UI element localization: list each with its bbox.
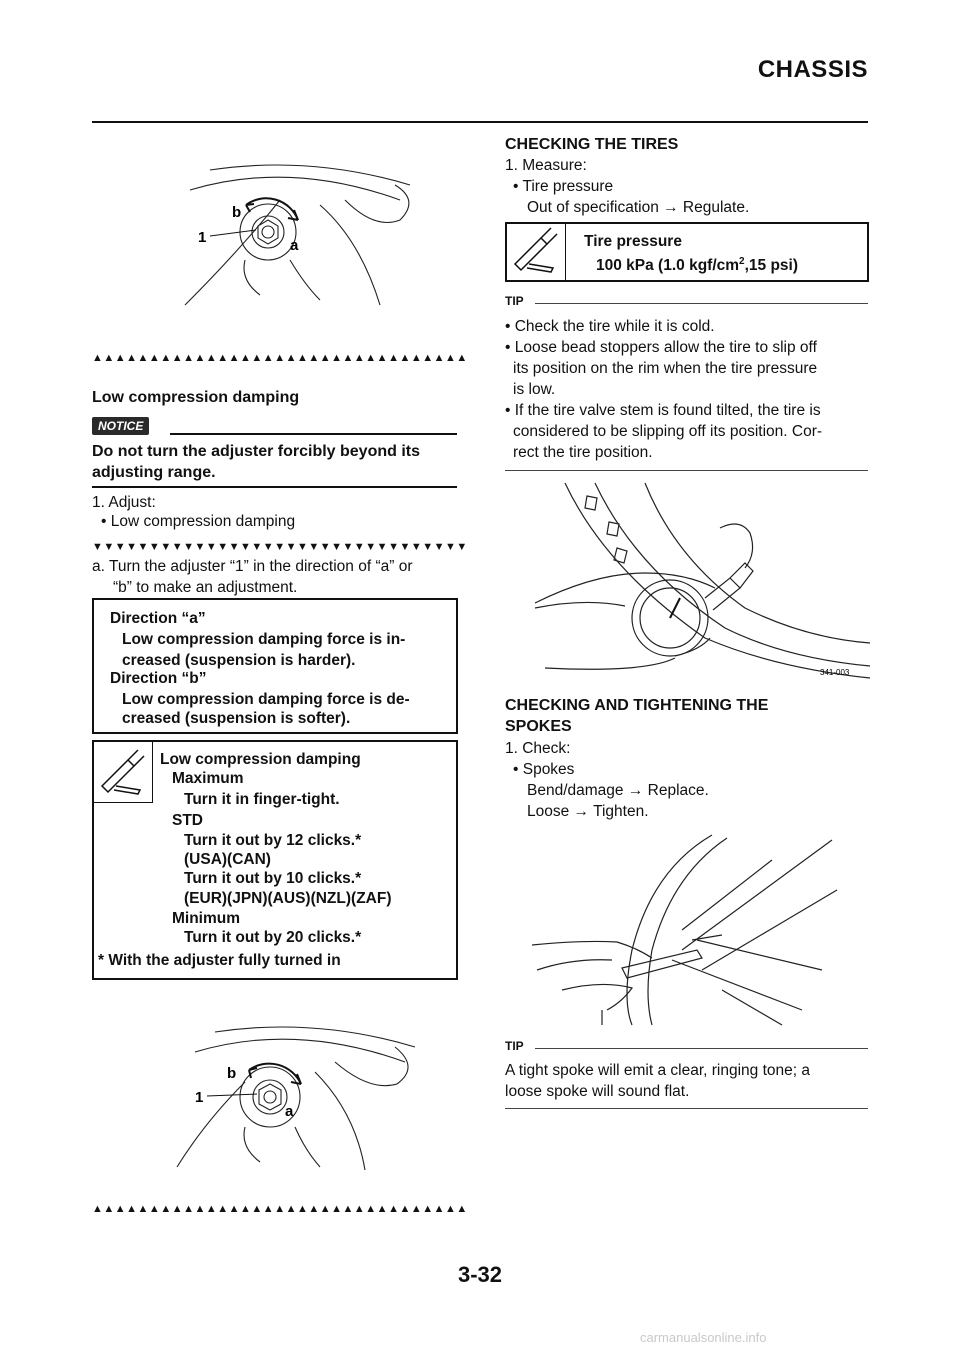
adjuster-figure-2 <box>165 1022 425 1172</box>
step-adjust-item: • Low compression damping <box>101 513 296 530</box>
tip1-line-2: • Loose bead stoppers allow the tire to slip off <box>505 339 817 356</box>
tire-pressure-value <box>596 251 798 276</box>
tip1-line-7: rect the tire position. <box>513 444 653 461</box>
spec-icon-frame <box>94 742 153 803</box>
page-title: CHASSIS <box>757 56 868 83</box>
tip1-line-4: is low. <box>513 381 556 398</box>
fig1-label-a: a <box>290 237 299 254</box>
section-heading-low-compression: Low compression damping <box>92 389 300 406</box>
spec-title: Low compression damping <box>160 751 361 768</box>
notice-rule-bottom <box>92 486 457 488</box>
item-spokes-note-2: Loose → Tighten. <box>527 803 649 820</box>
fig2-label-1: 1 <box>195 1089 204 1106</box>
triangle-row-up: ▲▲▲▲▲▲▲▲▲▲▲▲▲▲▲▲▲▲▲▲▲▲▲▲▲▲▲▲▲▲▲▲▲ <box>92 352 468 364</box>
adjuster-figure-1 <box>170 160 420 310</box>
tire-pressure-value-main: 100 kPa (1.0 kgf/cm <box>596 257 740 275</box>
tire-gauge-figure <box>525 478 880 683</box>
spec-box-tire-pressure <box>505 222 869 282</box>
tire-fig-code: 341-003 <box>820 668 850 677</box>
tip-rule-1 <box>535 303 868 304</box>
spec-std-value-1: Turn it out by 12 clicks.* <box>184 832 362 849</box>
direction-b-label: Direction “b” <box>110 670 207 687</box>
section-heading-spokes-line-1: CHECKING AND TIGHTENING THE <box>505 697 769 714</box>
tip-rule-2-bottom <box>505 1108 868 1109</box>
section-heading-spokes-line-2: SPOKES <box>505 718 572 735</box>
step-adjust: 1. Adjust: <box>92 494 156 511</box>
tip-label-2: TIP <box>505 1039 524 1053</box>
fig2-label-b: b <box>227 1065 237 1082</box>
tip1-line-3: its position on the rim when the tire pressure <box>513 360 818 377</box>
notice-text-line-2: adjusting range. <box>92 464 216 481</box>
tire-pressure-value-sup: 2 <box>739 256 745 267</box>
direction-a-text-1: Low compression damping force is in- <box>122 631 406 648</box>
page-number: 3-32 <box>457 1262 503 1287</box>
tip1-line-6: considered to be slipping off its position. Cor- <box>513 423 823 440</box>
direction-b-text-2: creased (suspension is softer). <box>122 710 351 727</box>
spec-std-value-4: (EUR)(JPN)(AUS)(NZL)(ZAF) <box>184 890 392 907</box>
watermark: carmanualsonline.info <box>640 1330 767 1345</box>
step-check: 1. Check: <box>505 740 571 757</box>
spec-box-low-compression <box>92 740 458 980</box>
spec-std-label: STD <box>172 812 203 829</box>
notice-badge: NOTICE <box>92 417 149 435</box>
section-heading-tires: CHECKING THE TIRES <box>505 136 679 153</box>
direction-b-text-1: Low compression damping force is de- <box>122 691 410 708</box>
fig1-label-1: 1 <box>198 229 207 246</box>
tip-rule-1-bottom <box>505 470 868 471</box>
item-tire-pressure: • Tire pressure <box>513 178 614 195</box>
direction-box <box>92 598 458 734</box>
triangle-row-up-2: ▲▲▲▲▲▲▲▲▲▲▲▲▲▲▲▲▲▲▲▲▲▲▲▲▲▲▲▲▲▲▲▲▲ <box>92 1203 468 1215</box>
tip1-line-1: • Check the tire while it is cold. <box>505 318 715 335</box>
triangle-row-down: ▼▼▼▼▼▼▼▼▼▼▼▼▼▼▼▼▼▼▼▼▼▼▼▼▼▼▼▼▼▼▼▼▼ <box>92 541 468 553</box>
step-measure: 1. Measure: <box>505 157 587 174</box>
fig1-label-b: b <box>232 204 242 221</box>
direction-a-text-2: creased (suspension is harder). <box>122 652 356 669</box>
wrench-icon <box>507 224 565 280</box>
wrench-icon <box>94 742 152 802</box>
tip2-line-1: A tight spoke will emit a clear, ringing tone; a <box>505 1062 810 1079</box>
spec-std-value-3: Turn it out by 10 clicks.* <box>184 870 362 887</box>
item-tire-pressure-note: Out of specification → Regulate. <box>527 199 750 216</box>
spec-max-value: Turn it in finger-tight. <box>184 791 340 808</box>
direction-a-label: Direction “a” <box>110 610 206 627</box>
item-spokes: • Spokes <box>513 761 575 778</box>
tip2-line-2: loose spoke will sound flat. <box>505 1083 690 1100</box>
tip-label-1: TIP <box>505 294 524 308</box>
spec-max-label: Maximum <box>172 770 244 787</box>
substep-a-line-2: “b” to make an adjustment. <box>113 579 298 596</box>
substep-a-line-1: a. Turn the adjuster “1” in the direction of “a” or <box>92 558 413 575</box>
spec-icon-frame-tire <box>507 224 566 280</box>
spoke-wrench-figure <box>522 830 842 1030</box>
tip1-line-5: • If the tire valve stem is found tilted, the tire is <box>505 402 821 419</box>
spec-min-value: Turn it out by 20 clicks.* <box>184 929 362 946</box>
notice-text-line-1: Do not turn the adjuster forcibly beyond its <box>92 443 421 460</box>
header-rule <box>92 121 868 123</box>
spec-footnote: * With the adjuster fully turned in <box>98 952 341 969</box>
fig2-label-a: a <box>285 1103 294 1120</box>
tire-pressure-value-unit: ,15 psi) <box>744 257 799 275</box>
spec-min-label: Minimum <box>172 910 241 927</box>
spec-std-value-2: (USA)(CAN) <box>184 851 271 868</box>
tip-rule-2 <box>535 1048 868 1049</box>
tire-pressure-title: Tire pressure <box>584 233 682 250</box>
notice-rule-top <box>170 433 457 435</box>
item-spokes-note-1: Bend/damage → Replace. <box>527 782 709 799</box>
